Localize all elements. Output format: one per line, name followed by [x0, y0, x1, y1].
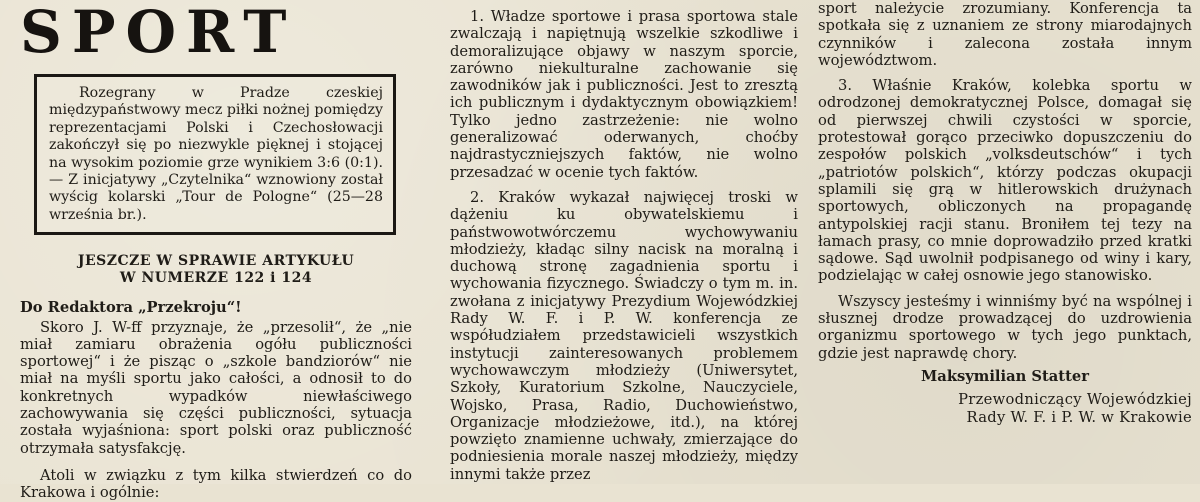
column-left — [20, 0, 412, 502]
section-title: SPORT — [20, 0, 297, 66]
author-role-line-1: Przewodniczący Wojewódzkiej — [958, 391, 1192, 409]
article-heading: JESZCZE W SPRAWIE ARTYKUŁU W NUMERZE 122 i 124 — [77, 253, 355, 287]
letter-paragraph: 1. Władze sportowe i prasa sportowa stale zwalczają i napiętnują wszelkie szkodliwe i demoralizujące objawy w naszym sporcie, zarówno niekulturalne zachowanie się zawodników jak i publiczności. Jest to zresztą ich publicznym i dydaktycznym obowiązkiem! Tylko jedno zastrzeżenie: nie wolno generalizować oderwanych, choćby najdrastyczniejszych faktów, nie wolno przesadzać w ocenie tych faktów. — [450, 8, 798, 181]
author-role-line-2: Rady W. F. i P. W. w Krakowie — [966, 408, 1192, 426]
lead-news-box: Rozegrany w Pradze czeskiej międzypaństwowy mecz piłki nożnej pomiędzy reprezentacjami Polski i Czechosłowacji zakończył się po niezwykle pięknej i stojącej na wysokim poziomie grze wynikiem 3:6 (0:1). — Z inicjatywy „Czytelnika“ wznowiony został wyścig kolarski „Tour de Pologne“ (25—28 września br.). — [34, 74, 396, 235]
column-middle — [450, 0, 798, 483]
letter-paragraph: Atoli w związku z tym kilka stwierdzeń co do Krakowa i ogólnie: — [20, 466, 412, 502]
letter-paragraph: Wszyscy jesteśmy i winniśmy być na wspólnej i słusznej drodze prowadzącej do uzdrowienia organizmu sportowego w tych jego punktach, gdzie jest naprawdę chory. — [818, 292, 1192, 362]
author-signature: Maksymilian Statter — [921, 367, 1089, 385]
letter-paragraph: sport należycie zrozumiany. Konferencja ta spotkała się z uznaniem ze strony miarodajnych czynników i zalecona została innym województwom. — [818, 0, 1192, 69]
letter-paragraph: 2. Kraków wykazał najwięcej troski w dążeniu ku obywatelskiemu i państwowotwórczemu wychowywaniu młodzieży, kładąc silny nacisk na moralną i duchową stronę zagadnienia sportu i wychowania fizycznego. Świadczy o tym m. in. zwołana z inicjatywy Prezydium Wojewódzkiej Rady W. F. i P. W. konferencja ze współudziałem przedstawicieli wszystkich instytucji zainteresowanych problemem wychowawczym młodzieży (Uniwersytet, Szkoły, Kuratorium Szkolne, Nauczyciele, Wojsko, Prasa, Radio, Duchowieństwo, Organizacje młodzieżowe, itd.), na której powzięto znamienne uchwały, zmierzające do podniesienia morale naszej młodzieży, między innymi także przez — [450, 188, 798, 483]
letter-paragraph: 3. Właśnie Kraków, kolebka sportu w odrodzonej demokratycznej Polsce, domagał się od pierwszej chwili czystości w sporcie, protestował gorąco przeciwko dopuszczeniu do zespołów polskich „volksdeutschów“ i tych „patriotów polskich“, którzy podczas okupacji splamili się grą w hitlerowskich drużynach sportowych, obliczonych na propagandę antypolskiej racji stanu. Broniłem tej tezy na łamach prasy, co mnie doprowadziło przed kratki sądowe. Sąd uwolnił podpisanego od winy i kary, podzielając w całej osnowie jego stanowisko. — [818, 77, 1192, 285]
column-right — [818, 0, 1192, 426]
letter-paragraph: Skoro J. W-ff przyznaje, że „przesolił“, że „nie miał zamiaru obrażenia ogółu publiczności sportowej“ i że pisząc o „szkole bandziorów“ nie miał na myśli sportu jako całości, a odnosił to do konkretnych wypadków niewłaściwego zachowywania się części publiczności, sytuacja została wyjaśniona: sport polski oraz publiczność otrzymała satysfakcję. — [20, 318, 412, 457]
letter-salutation: Do Redaktora „Przekroju“! — [20, 299, 242, 317]
